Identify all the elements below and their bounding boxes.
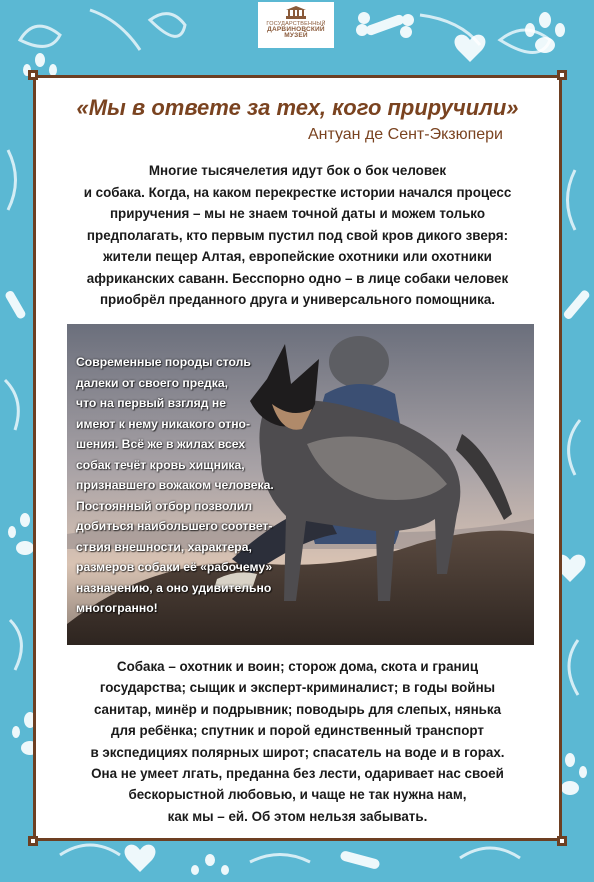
text-line: предполагать, кто первым пустил под свой кров дикого зверя: xyxy=(86,227,509,243)
intro-paragraph xyxy=(56,160,539,311)
logo-line-1: ГОСУДАРСТВЕННЫЙ xyxy=(266,21,326,27)
text-line: государства; сыщик и эксперт-криминалист; в годы войны xyxy=(99,680,496,696)
text-line: далеки от своего предка, xyxy=(76,375,229,390)
text-line: многогранно! xyxy=(76,601,158,615)
text-line: шения. Всё же в жилах всех xyxy=(76,437,246,451)
text-line: для ребёнка; спутник и порой единственный транспорт xyxy=(111,723,484,739)
text-line: приобрёл преданного друга и универсального помощника. xyxy=(99,292,496,307)
text-line: что на первый взгляд не xyxy=(76,396,227,410)
text-line: африканских саванн. Бесспорно одно – в лице собаки человек xyxy=(86,270,509,286)
frame-corner xyxy=(557,836,567,846)
quote-author: Антуан де Сент-Экзюпери xyxy=(307,126,503,143)
text-line: признавшего вожаком человека. xyxy=(76,478,274,492)
text-line: Собака – охотник и воин; сторож дома, скота и границ xyxy=(116,659,479,674)
content-card xyxy=(33,75,562,841)
text-line: Многие тысячелетия идут бок о бок человек xyxy=(148,163,447,178)
museum-name xyxy=(258,21,334,39)
text-line: Постоянный отбор позволил xyxy=(76,498,253,513)
text-line: собак течёт кровь хищника, xyxy=(76,457,245,472)
frame-corner xyxy=(557,70,567,80)
text-line: Современные породы столь xyxy=(76,355,251,369)
text-line: и собака. Когда, на каком перекрестке истории начался процесс xyxy=(83,184,512,200)
text-line: ствия внешности, характера, xyxy=(76,539,252,554)
text-line: имеют к нему никакого отно- xyxy=(76,416,251,431)
museum-emblem-icon xyxy=(285,6,307,20)
closing-paragraph xyxy=(56,656,539,827)
text-line: добиться наибольшего соответ- xyxy=(76,519,273,533)
text-line: бескорыстной любовью, и чаще не так нужна нам, xyxy=(128,787,467,803)
museum-logo xyxy=(258,2,334,48)
quote-heading: «Мы в ответе за тех, кого приручили» xyxy=(76,95,519,120)
logo-line-2: ДАРВИНОВСКИЙ xyxy=(267,26,325,33)
text-line: жители пещер Алтая, европейские охотники или охотники xyxy=(103,249,492,264)
text-line: размеров собаки её «рабочему» xyxy=(76,560,273,574)
frame-corner xyxy=(28,836,38,846)
text-line: Она не умеет лгать, преданна без лести, одаривает нас своей xyxy=(91,766,504,782)
frame-corner xyxy=(28,70,38,80)
text-line: санитар, минёр и подрывник; поводырь для слепых, нянька xyxy=(93,701,502,717)
text-line: приручения – мы не знаем точной даты и можем только xyxy=(109,206,486,221)
logo-line-3: МУЗЕЙ xyxy=(284,32,308,39)
text-line: назначению, а оно удивительно xyxy=(76,580,272,595)
text-line: в экспедициях полярных широт; спасатель на воде и в горах. xyxy=(90,744,505,760)
photo-caption xyxy=(76,352,311,619)
dog-and-person-photo xyxy=(67,324,534,645)
text-line: как мы – ей. Об этом нельзя забывать. xyxy=(167,808,428,824)
